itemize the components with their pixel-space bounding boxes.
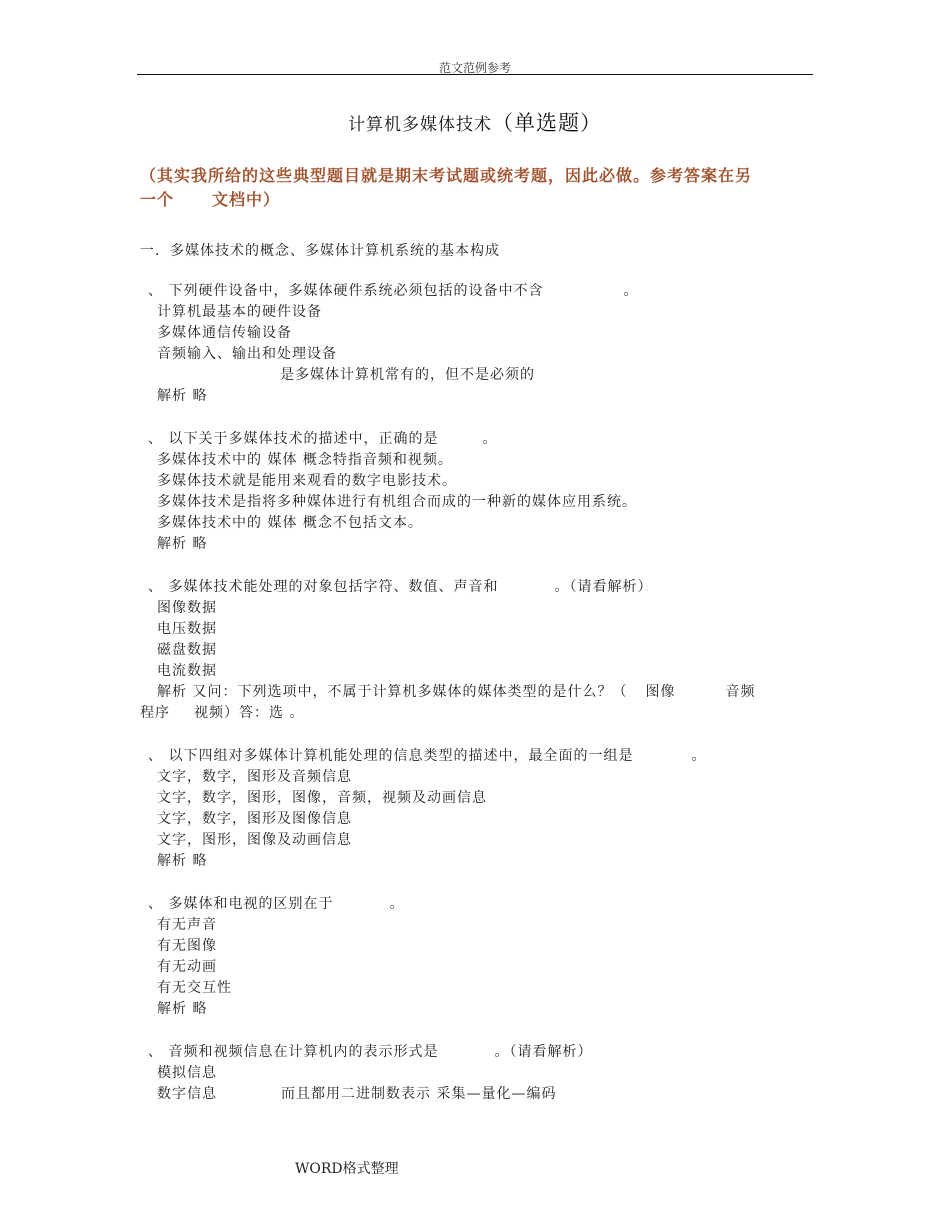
title-sub: （单选题） xyxy=(492,111,602,135)
analysis: 解析 略 xyxy=(157,1001,208,1017)
page-title xyxy=(0,107,950,137)
option: 计算机最基本的硬件设备 xyxy=(157,304,322,320)
option: 多媒体通信传输设备 xyxy=(157,325,292,341)
question-stem: 、 下列硬件设备中，多媒体硬件系统必须包括的设备中不含 。 xyxy=(148,283,639,299)
option: 模拟信息 xyxy=(157,1065,217,1081)
intro-note xyxy=(140,164,820,212)
note-line-2: 一个 文档中） xyxy=(140,190,281,209)
analysis: 解析 略 xyxy=(157,388,208,404)
question-stem: 、 以下关于多媒体技术的描述中，正确的是 。 xyxy=(148,431,498,447)
page-header: 范文范例参考 xyxy=(438,61,511,75)
question-stem: 、 多媒体技术能处理的对象包括字符、数值、声音和 。（请看解析） xyxy=(148,579,653,595)
analysis: 解析 略 xyxy=(157,536,208,552)
question-1 xyxy=(148,281,828,407)
option: 有无声音 xyxy=(157,917,217,933)
page-footer: WORD格式整理 xyxy=(295,1161,399,1177)
question-3 xyxy=(140,577,828,724)
option: 多媒体技术就是能用来观看的数字电影技术。 xyxy=(157,473,457,489)
header-divider xyxy=(137,74,813,75)
option: 数字信息 而且都用二进制数表示 采集—量化—编码 xyxy=(157,1086,557,1102)
question-2 xyxy=(148,429,828,555)
question-4 xyxy=(148,746,828,872)
title-main: 计算机多媒体技术 xyxy=(348,115,492,135)
option: 有无交互性 xyxy=(157,980,232,996)
option: 有无动画 xyxy=(157,959,217,975)
option: 音频输入、输出和处理设备 xyxy=(157,346,337,362)
question-stem: 、 以下四组对多媒体计算机能处理的信息类型的描述中，最全面的一组是 。 xyxy=(148,748,707,764)
option: 多媒体技术是指将多种媒体进行有机组合而成的一种新的媒体应用系统。 xyxy=(157,494,637,510)
option: 多媒体技术中的 媒体 概念不包括文本。 xyxy=(157,515,423,531)
analysis: 解析 又问：下列选项中，不属于计算机多媒体的媒体类型的是什么？（ 图像 音频 xyxy=(157,684,756,700)
option: 图像数据 xyxy=(157,600,217,616)
analysis: 解析 略 xyxy=(157,853,208,869)
section-title: 一．多媒体技术的概念、多媒体计算机系统的基本构成 xyxy=(140,243,500,259)
option: 电流数据 xyxy=(157,663,217,679)
question-stem: 、 音频和视频信息在计算机内的表示形式是 。（请看解析） xyxy=(148,1044,593,1060)
analysis-continued: 程序 视频）答：选 。 xyxy=(140,705,305,721)
option: 文字，数字，图形及图像信息 xyxy=(157,811,352,827)
question-stem: 、 多媒体和电视的区别在于 。 xyxy=(148,896,405,912)
option: 电压数据 xyxy=(157,621,217,637)
question-5 xyxy=(148,894,828,1020)
question-6 xyxy=(148,1042,828,1105)
option: 文字，数字，图形及音频信息 xyxy=(157,769,352,785)
option: 文字，数字，图形，图像，音频，视频及动画信息 xyxy=(157,790,487,806)
option-note: 是多媒体计算机常有的，但不是必须的 xyxy=(280,367,535,383)
option: 多媒体技术中的 媒体 概念特指音频和视频。 xyxy=(157,452,453,468)
option-note: 而且都用二进制数表示 采集—量化—编码 xyxy=(281,1086,557,1102)
note-line-1: （其实我所给的这些典型题目就是期末考试题或统考题，因此必做。参考答案在另 xyxy=(140,166,753,185)
option: 磁盘数据 xyxy=(157,642,217,658)
option: 有无图像 xyxy=(157,938,217,954)
option: 文字，图形，图像及动画信息 xyxy=(157,832,352,848)
